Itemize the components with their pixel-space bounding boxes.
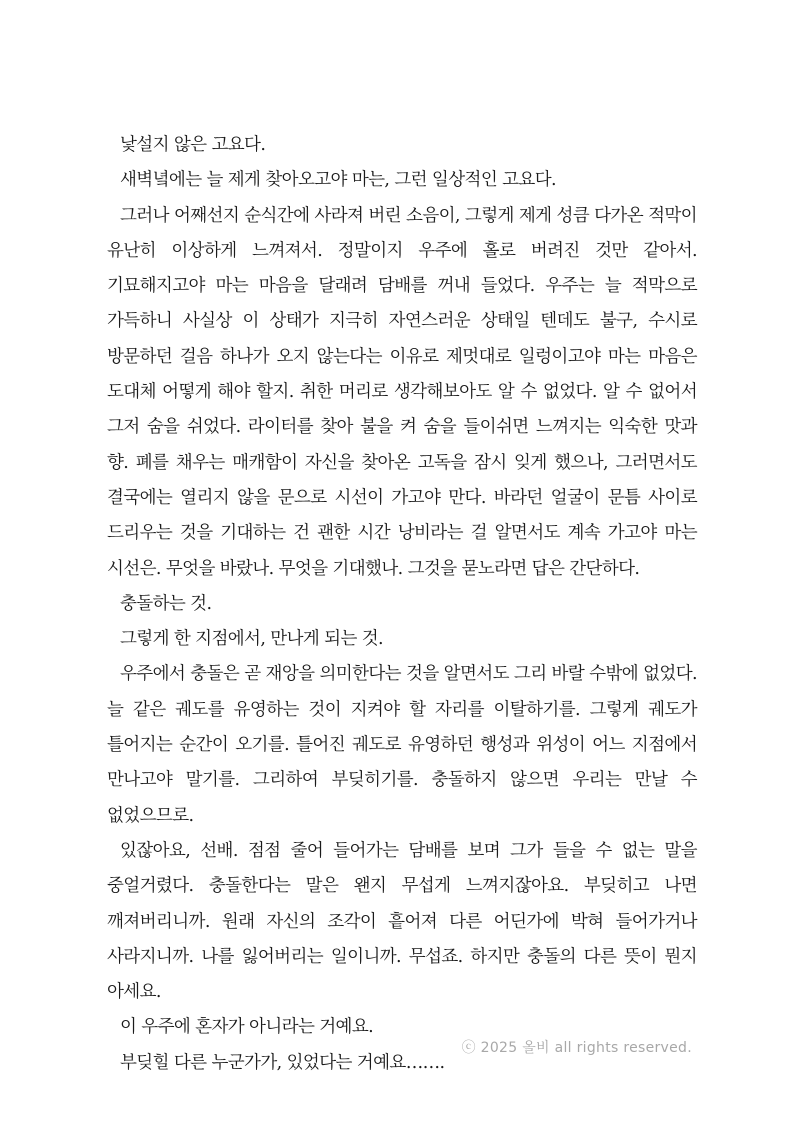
paragraph: 그러나 어째선지 순식간에 사라져 버린 소음이, 그렇게 제게 성큼 다가온 적막이 유난히 이상하게 느껴져서. 정말이지 우주에 홀로 버려진 것만 같아서. 기묘해지고야 마는 마음을 달래려 담배를 꺼내 들었다. 우주는 늘 적막으로 가득하니 사실상 이 상태가 지극히 자연스러운 상태일 텐데도 불구, 수시로 방문하던 걸음 하나가 오지 않는다는 이유로 제멋대로 일렁이고야 마는 마음은 도대체 어떻게 해야 할지. 취한 머리로 생각해보아도 알 수 없었다. 알 수 없어서 그저 숨을 쉬었다. 라이터를 찾아 불을 켜 숨을 들이쉬면 느껴지는 익숙한 맛과 향. 폐를 채우는 매캐함이 자신을 찾아온 고독을 잠시 잊게 했으나, 그러면서도 결국에는 열리지 않을 문으로 시선이 가고야 만다. 바라던 얼굴이 문틈 사이로 드리우는 것을 기대하는 건 괜한 시간 낭비라는 걸 알면서도 계속 가고야 마는 시선은. 무엇을 바랐나. 무엇을 기대했나. 그것을 묻노라면 답은 간단하다. [107, 205, 697, 579]
paragraph: 이 우주에 혼자가 아니라는 거예요. [120, 1017, 374, 1038]
paragraph: 부딪힐 다른 누군가가, 있었다는 거예요……. [120, 1052, 445, 1073]
paragraph: 있잖아요, 선배. 점점 줄어 들어가는 담배를 보며 그가 들을 수 없는 말을 중얼거렸다. 충돌한다는 말은 왠지 무섭게 느껴지잖아요. 부딪히고 나면 깨져버리니까. 원래 자신의 조각이 흩어져 다른 어딘가에 박혀 들어가거나 사라지니까. 나를 잃어버리는 일이니까. 무섭죠. 하지만 충돌의 다른 뜻이 뭔지 아세요. [107, 840, 697, 1003]
paragraph: 충돌하는 것. [120, 593, 212, 614]
paragraph: 그렇게 한 지점에서, 만나게 되는 것. [120, 629, 384, 650]
paragraph: 새벽녘에는 늘 제게 찾아오고야 마는, 그런 일상적인 고요다. [120, 170, 556, 191]
paragraph: 우주에서 충돌은 곧 재앙을 의미한다는 것을 알면서도 그리 바랄 수밖에 없었다. 늘 같은 궤도를 유영하는 것이 지켜야 할 자리를 이탈하기를. 그렇게 궤도가 틀어지는 순간이 오기를. 틀어진 궤도로 유영하던 행성과 위성이 어느 지점에서 만나고야 말기를. 그리하여 부딪히기를. 충돌하지 않으면 우리는 만날 수 없었으므로. [107, 664, 697, 826]
copyright-notice: ⓒ 2025 올비 all rights reserved. [461, 1040, 692, 1056]
paragraph: 낯설지 않은 고요다. [120, 135, 266, 155]
body-text [107, 128, 697, 1081]
